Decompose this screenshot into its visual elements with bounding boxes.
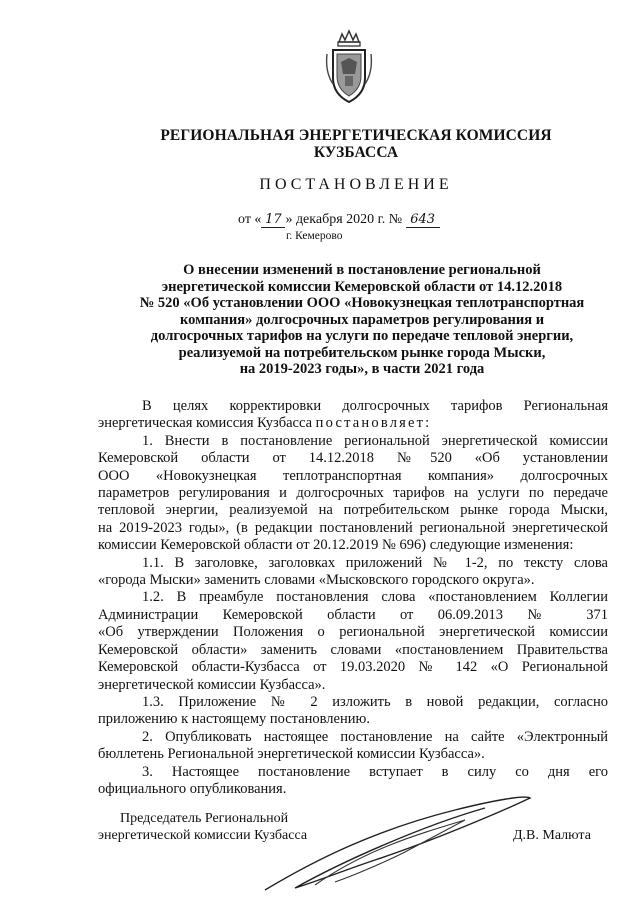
paragraph-1-line: на 2019-2023 годы», (в редакции постановлений региональной энергетической [98,519,608,536]
paragraph-3-line: 3. Настоящее постановление вступает в силу со дня его [142,763,608,780]
paragraph-1-1-line: «города Мыски» заменить словами «Мысковского городского округа». [98,572,535,589]
subject-line: на 2019-2023 годы», в части 2021 года [239,361,485,377]
paragraph-1-line: ООО «Новокузнецкая теплотранспортная компания» долгосрочных [98,467,608,484]
resolves-word: постановляет: [315,415,432,432]
paragraph-1-2-line: Администрации Кемеровской области от 06.09.2013 № 371 [98,606,608,623]
document-body [98,398,608,798]
subject-line: долгосрочных тарифов на услуги по передаче тепловой энергии, [150,328,574,344]
paragraph-1-1-line: 1.1. В заголовке, заголовках приложений № 1-2, по тексту слова [142,554,608,571]
paragraph-3-line: официального опубликования. [98,780,287,797]
subject-line: О внесении изменений в постановление региональной [183,262,541,278]
signer-name: Д.В. Малюта [513,828,591,843]
paragraph-1-line: тепловой энергии, реализуемой на потребительском рынке города Мыски, [98,502,608,519]
paragraph-1-2-line: 1.2. В преамбуле постановления слова «постановлением Коллегии [142,589,608,606]
paragraph-1-line: Кемеровской области от 14.12.2018 №520 «Об установлении [98,450,608,467]
paragraph-1-line: параметров регулирования и долгосрочных тарифов на услуги по передаче [98,485,608,502]
document-number-handwritten: 643 [406,212,440,228]
coat-of-arms-emblem [325,28,373,108]
paragraph-2-line: бюллетень Региональной энергетической комиссии Кузбасса». [98,746,485,763]
paragraph-1-3-line: 1.3. Приложение № 2 изложить в новой редакции, согласно [142,693,608,710]
paragraph-1-line: 1. Внести в постановление региональной энергетической комиссии [142,432,608,449]
date-prefix: от « [238,212,262,227]
signer-title-line1: Председатель Региональной [120,811,289,826]
handwritten-signature [255,790,535,900]
paragraph-1-line: комиссии Кемеровской области от 20.12.2019 № 696) следующие изменения: [98,537,574,554]
city-label: г. Кемерово [286,230,343,242]
paragraph-1-2-line: «Об утверждении Положения о региональной энергетической комиссии [98,624,608,641]
subject-line: компания» долгосрочных параметров регулирования и [179,311,545,328]
organization-name-line2: КУЗБАССА [313,144,399,161]
intro-line: В целях корректировки долгосрочных тарифов Региональная [142,398,608,414]
signer-title-line2: энергетической комиссии Кузбасса [98,828,308,843]
intro-line [98,415,608,432]
subject-line: энергетической комиссии Кемеровской области от 14.12.2018 [161,278,563,295]
paragraph-1-2-line: Кемеровской области» заменить словами «постановлением Правительства [98,641,608,658]
document-type: ПОСТАНОВЛЕНИЕ [259,176,453,193]
paragraph-1-2-line: Кемеровской области-Кузбасса от 19.03.2020 № 142 «О Региональной [98,659,608,676]
subject-line: реализуемой на потребительском рынке города Мыски, [178,344,546,361]
intro-text: энергетическая комиссия Кузбасса [98,415,316,432]
subject-line: № 520 «Об установлении ООО «Новокузнецкая теплотранспортная [139,295,585,311]
date-day-handwritten: 17 [261,212,285,228]
document-date-number [238,212,440,228]
document-subject [92,262,632,378]
paragraph-2-line: 2. Опубликовать настоящее постановление на сайте «Электронный [142,728,608,745]
paragraph-1-3-line: приложению к настоящему постановлению. [98,711,370,728]
paragraph-1-2-line: энергетической комиссии Кузбасса». [98,676,326,693]
organization-name-line1: РЕГИОНАЛЬНАЯ ЭНЕРГЕТИЧЕСКАЯ КОМИССИЯ [160,127,552,144]
date-month-year: » декабря 2020 г. № [285,212,403,227]
